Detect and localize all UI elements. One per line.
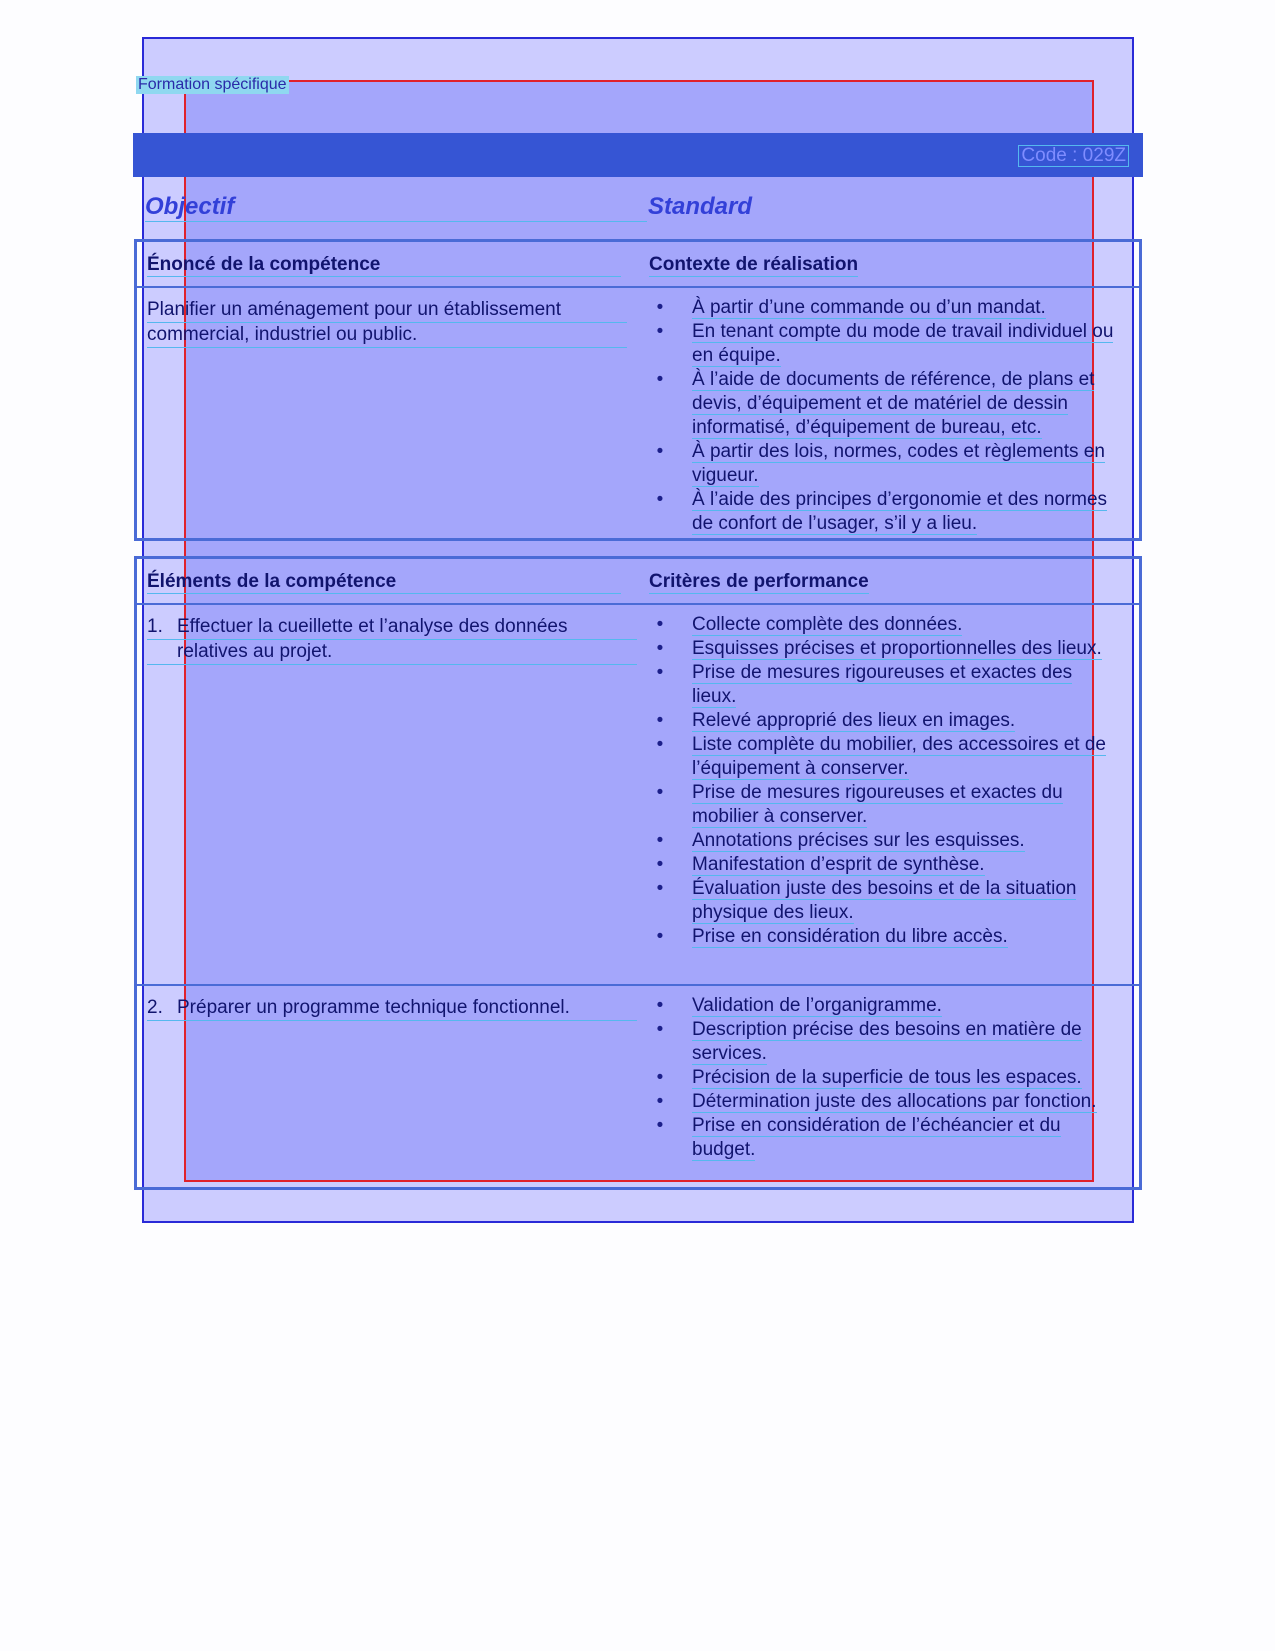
list-item: • Précision de la superficie de tous les espaces.	[656, 1067, 1082, 1088]
competence-line: commercial, industriel ou public.	[147, 323, 627, 348]
element-number: 1.	[147, 616, 163, 637]
list-item: • À l’aide de documents de référence, de plans et devis, d’équipement et de matériel de dessin informatisé, d’équipement de bureau, etc.	[656, 369, 1095, 438]
row-divider	[137, 984, 1139, 986]
list-item: • Détermination juste des allocations par fonction.	[656, 1091, 1097, 1112]
criteria-list-2	[647, 994, 1117, 1162]
elements-heading: Éléments de la compétence	[147, 571, 621, 594]
list-item: • Prise de mesures rigoureuses et exactes du mobilier à conserver.	[656, 782, 1063, 827]
code-bar	[133, 133, 1143, 177]
list-item: • Prise en considération de l’échéancier et du budget.	[656, 1115, 1061, 1160]
objective-heading: Objectif	[145, 193, 647, 222]
element-text: Préparer un programme technique fonctionnel.	[177, 997, 570, 1018]
list-item: • Relevé approprié des lieux en images.	[656, 710, 1016, 731]
course-code: Code : 029Z	[1018, 145, 1129, 167]
elements-table	[134, 556, 1142, 1190]
context-heading: Contexte de réalisation	[649, 254, 859, 275]
list-item: • Manifestation d’esprit de synthèse.	[656, 854, 985, 875]
program-label: Formation spécifique	[138, 76, 287, 93]
competence-line: Planifier un aménagement pour un établissement	[147, 298, 627, 323]
objective-standard-heading	[145, 193, 1135, 223]
elements-table-header	[137, 559, 1139, 605]
list-item: • Liste complète du mobilier, des accessoires et de l’équipement à conserver.	[656, 734, 1106, 779]
list-item: • Prise de mesures rigoureuses et exactes des lieux.	[656, 662, 1073, 707]
element-2	[147, 996, 637, 1021]
list-item: • Collecte complète des données.	[656, 614, 963, 635]
element-1	[147, 615, 637, 665]
list-item: • Description précise des besoins en matière de services.	[656, 1019, 1082, 1064]
element-number: 2.	[147, 997, 163, 1018]
element-text: relatives au projet.	[147, 640, 637, 665]
standard-heading: Standard	[648, 193, 753, 220]
competence-table	[134, 239, 1142, 541]
competence-table-header	[137, 242, 1139, 288]
list-item: • À l’aide des principes d’ergonomie et des normes de confort de l’usager, s’il y a lieu.	[656, 489, 1108, 534]
competence-statement	[147, 298, 627, 348]
criteria-list-1	[647, 613, 1117, 949]
list-item: • En tenant compte du mode de travail individuel ou en équipe.	[656, 321, 1114, 366]
criteria-heading: Critères de performance	[649, 571, 869, 592]
list-item: • À partir des lois, normes, codes et règlements en vigueur.	[656, 441, 1105, 486]
list-item: • Esquisses précises et proportionnelles des lieux.	[656, 638, 1102, 659]
competence-heading: Énoncé de la compétence	[147, 254, 621, 277]
element-text: Effectuer la cueillette et l’analyse des données	[177, 616, 568, 637]
list-item: • À partir d’une commande ou d’un mandat.	[656, 297, 1046, 318]
list-item: • Évaluation juste des besoins et de la situation physique des lieux.	[656, 878, 1077, 923]
list-item: • Annotations précises sur les esquisses.	[656, 830, 1025, 851]
list-item: • Prise en considération du libre accès.	[656, 926, 1008, 947]
context-list	[647, 296, 1117, 536]
list-item: • Validation de l’organigramme.	[656, 995, 942, 1016]
